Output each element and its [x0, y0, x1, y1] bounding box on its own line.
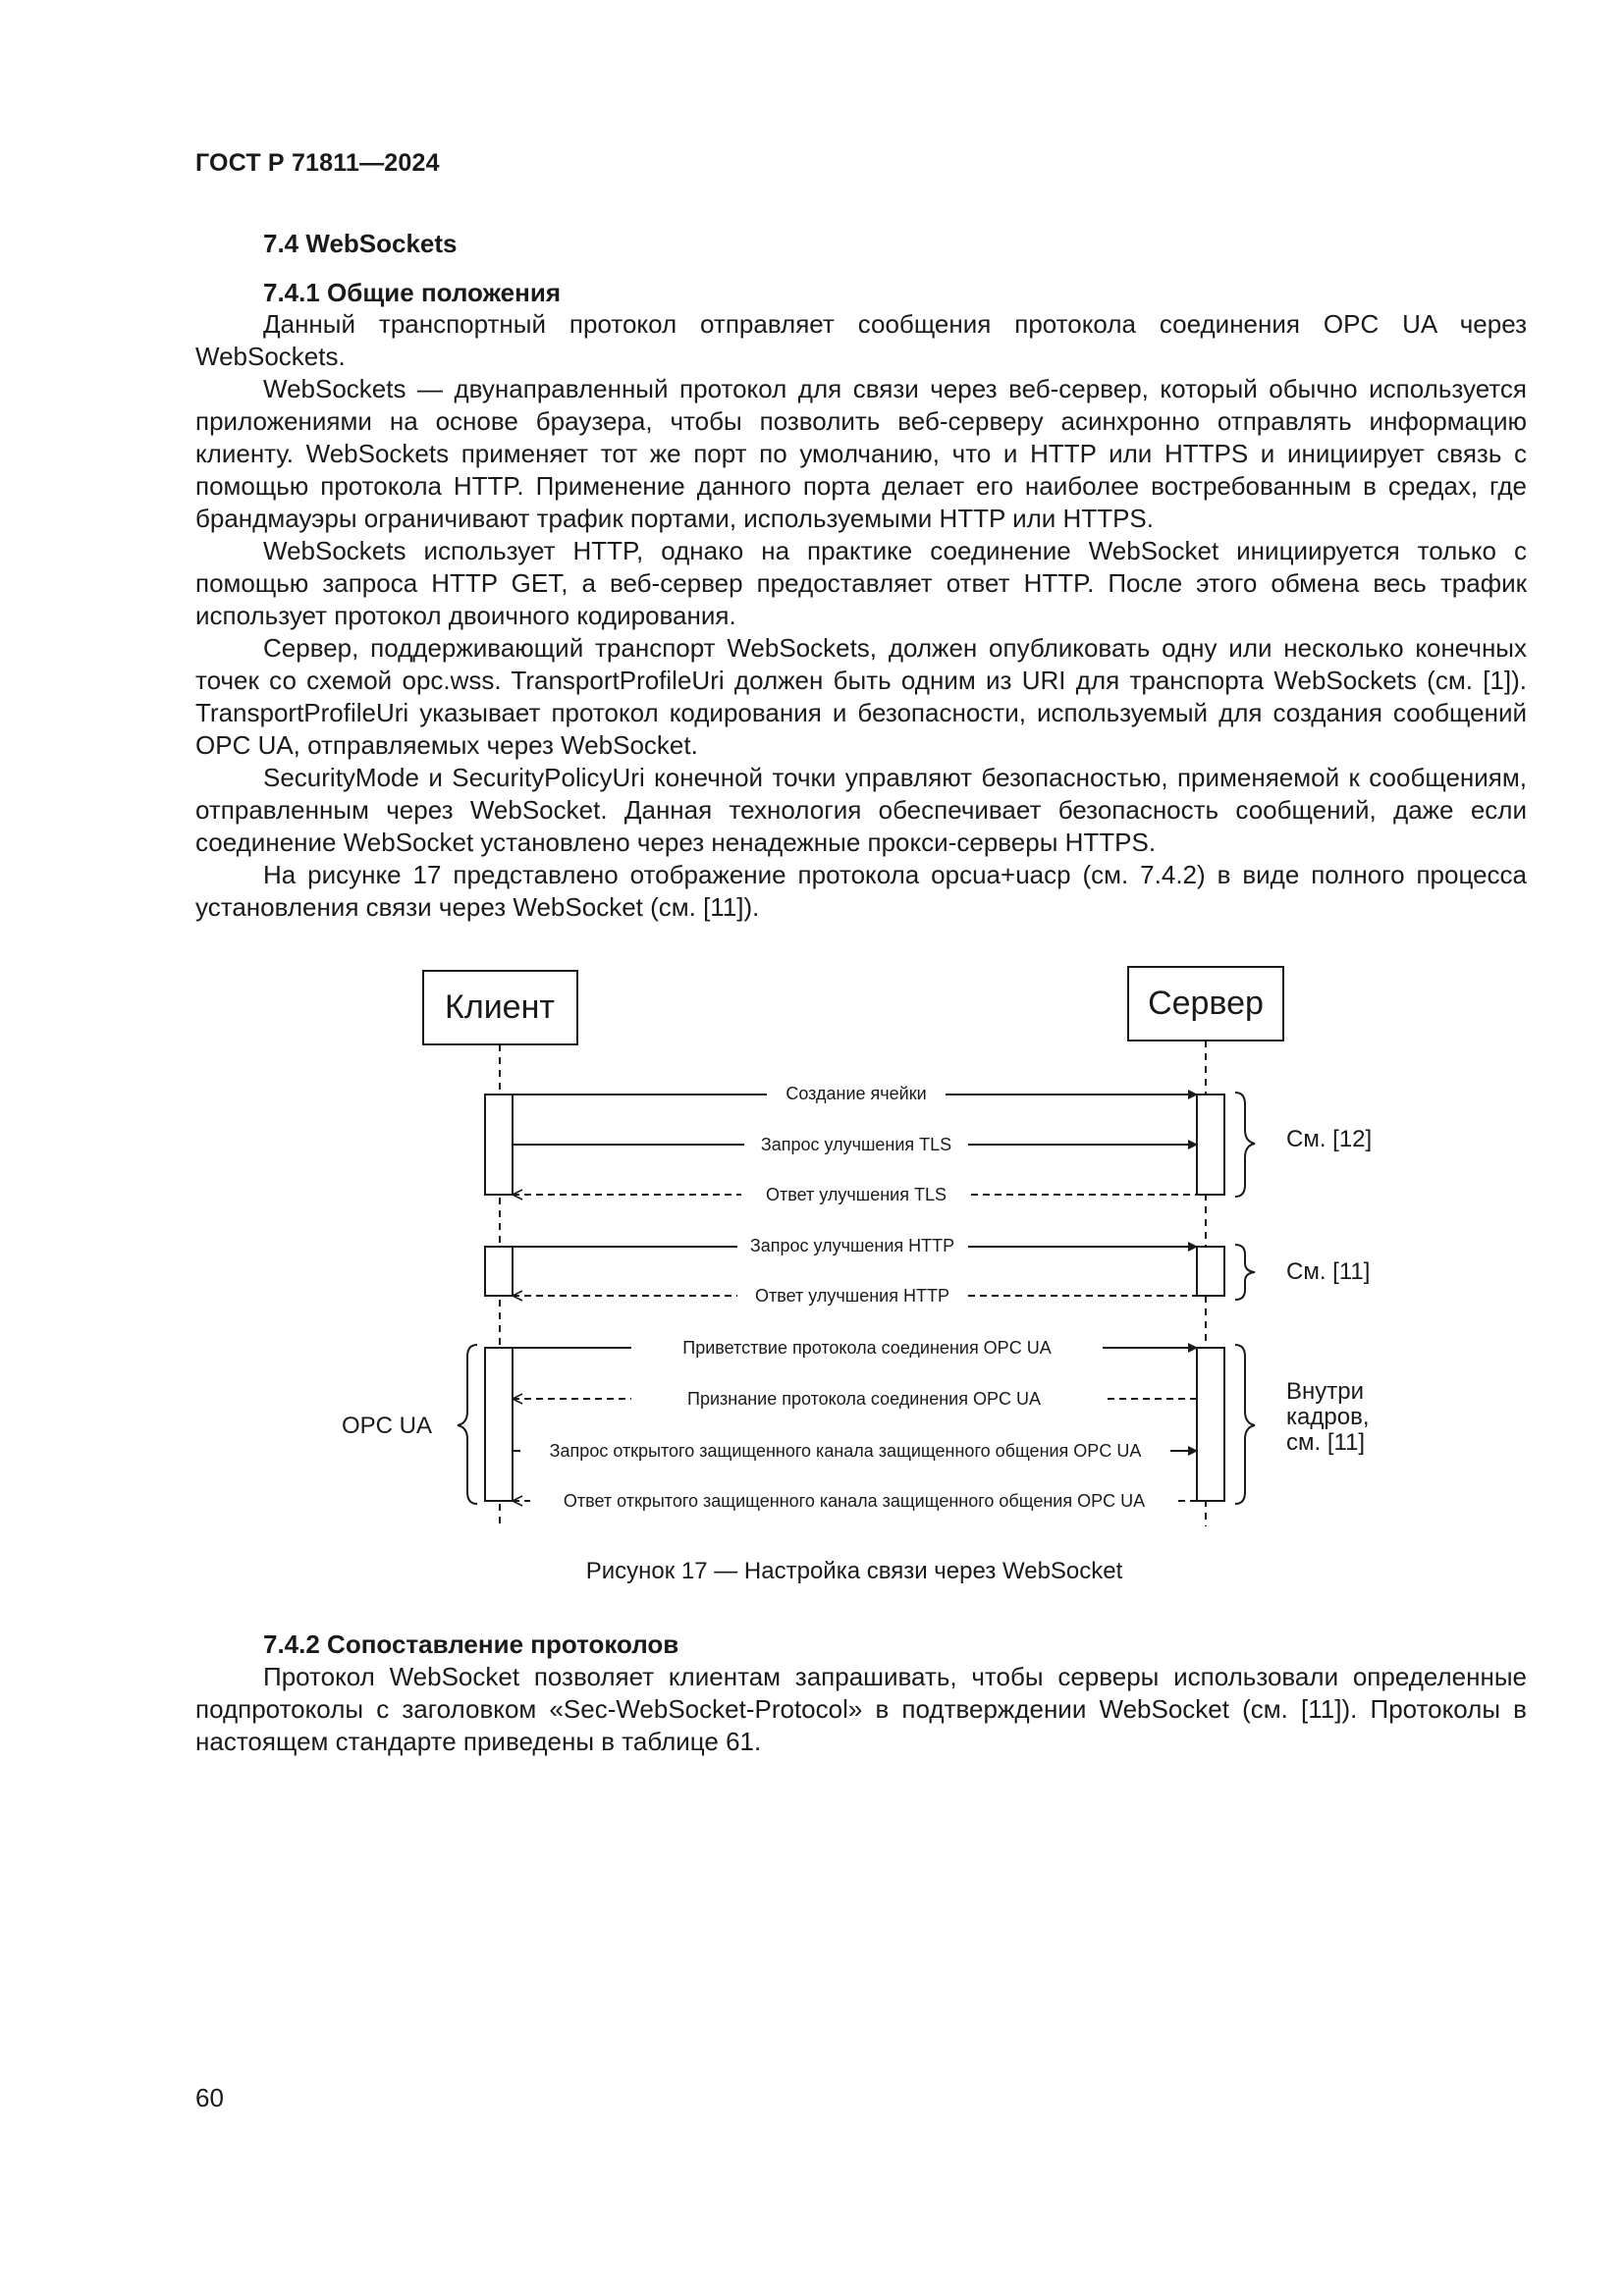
message-label: Ответ улучшения HTTP [755, 1286, 949, 1306]
message-label: Запрос улучшения HTTP [749, 1236, 955, 1255]
server-activation-http [1197, 1247, 1224, 1296]
paragraph: SecurityMode и SecurityPolicyUri конечной точки управляют безопасностью, применяемой к сообщениям, отправленным через WebSocket. Данная технология обеспечивает безопасность сообщений, даже если соединение WebSocket установлено через ненадежные прокси-серверы HTTPS. [195, 763, 1527, 857]
client-activation-tls [485, 1095, 513, 1195]
section-7-4-heading: 7.4 WebSockets [263, 229, 458, 258]
figure-caption: Рисунок 17 — Настройка связи через WebSocket [585, 1558, 1123, 1584]
message-label: Ответ улучшения TLS [766, 1185, 947, 1204]
document-header: ГОСТ Р 71811—2024 [195, 149, 440, 177]
server-activation-tls [1197, 1095, 1224, 1195]
server-label: Сервер [1148, 985, 1264, 1022]
section-7-4-2-body [195, 1661, 1527, 1758]
section-7-4-1-heading: 7.4.1 Общие положения [263, 278, 561, 307]
message-label: Ответ открытого защищенного канала защищенного общения OPC UA [563, 1491, 1146, 1511]
paragraph: Данный транспортный протокол отправляет сообщения протокола соединения OPC UA через WebSockets. [195, 309, 1527, 371]
brace-tls [1235, 1093, 1255, 1197]
message-label: Признание протокола соединения OPC UA [687, 1389, 1041, 1409]
client-activation-opcua [485, 1348, 513, 1501]
message-label: Запрос улучшения TLS [760, 1135, 952, 1154]
client-label: Клиент [445, 988, 555, 1026]
section-7-4-2-heading: 7.4.2 Сопоставление протоколов [263, 1629, 679, 1659]
paragraph: WebSockets — двунаправленный протокол для связи через веб-сервер, который обычно используется приложениями на основе браузера, чтобы позволить веб-серверу асинхронно отправлять информацию клиенту. WebSockets применяет тот же порт по умолчанию, что и HTTP или HTTPS и инициирует связь с помощью протокола HTTP. Применение данного порта делает его наиболее востребованным в средах, где брандмауэры ограничивают трафик портами, используемыми HTTP или HTTPS. [195, 374, 1527, 533]
server-activation-opcua [1197, 1348, 1224, 1501]
brace-frames [1235, 1345, 1255, 1504]
ref-frames-line: Внутри [1286, 1378, 1365, 1405]
ref-frames-line: кадров, [1286, 1404, 1370, 1430]
page-number: 60 [195, 2083, 224, 2112]
paragraph: Сервер, поддерживающий транспорт WebSockets, должен опубликовать одну или несколько конечных точек со схемой opc.wss. TransportProfileUri должен быть одним из URI для транспорта WebSockets (см. [1]). TransportProfileUri указывает протокол кодирования и безопасности, используемый для создания сообщений OPC UA, отправляемых через WebSocket. [195, 633, 1527, 760]
message-label: Приветствие протокола соединения OPC UA [682, 1338, 1052, 1358]
paragraph: WebSockets использует HTTP, однако на практике соединение WebSocket инициируется только с помощью запроса HTTP GET, а веб-сервер предоставляет ответ HTTP. После этого обмена весь трафик использует протокол двоичного кодирования. [195, 536, 1527, 630]
paragraph: Протокол WebSocket позволяет клиентам запрашивать, чтобы серверы использовали определенные подпротоколы с заголовком «Sec-WebSocket-Protocol» в подтверждении WebSocket (см. [11]). Протоколы в настоящем стандарте приведены в таблице 61. [195, 1662, 1527, 1756]
brace-http [1235, 1245, 1255, 1300]
brace-opcua [458, 1345, 477, 1504]
message-label: Запрос открытого защищенного канала защищенного общения OPC UA [549, 1441, 1142, 1461]
message-label: Создание ячейки [785, 1084, 927, 1103]
ref-frames-line: см. [11] [1286, 1429, 1366, 1456]
paragraph: На рисунке 17 представлено отображение протокола opcua+uacp (см. 7.4.2) в виде полного процесса установления связи через WebSocket (см. [11]). [195, 860, 1527, 922]
client-activation-http [485, 1247, 513, 1296]
ref-http: См. [11] [1286, 1258, 1371, 1285]
ref-tls: См. [12] [1286, 1126, 1373, 1152]
group-label-opcua: OPC UA [342, 1413, 433, 1439]
